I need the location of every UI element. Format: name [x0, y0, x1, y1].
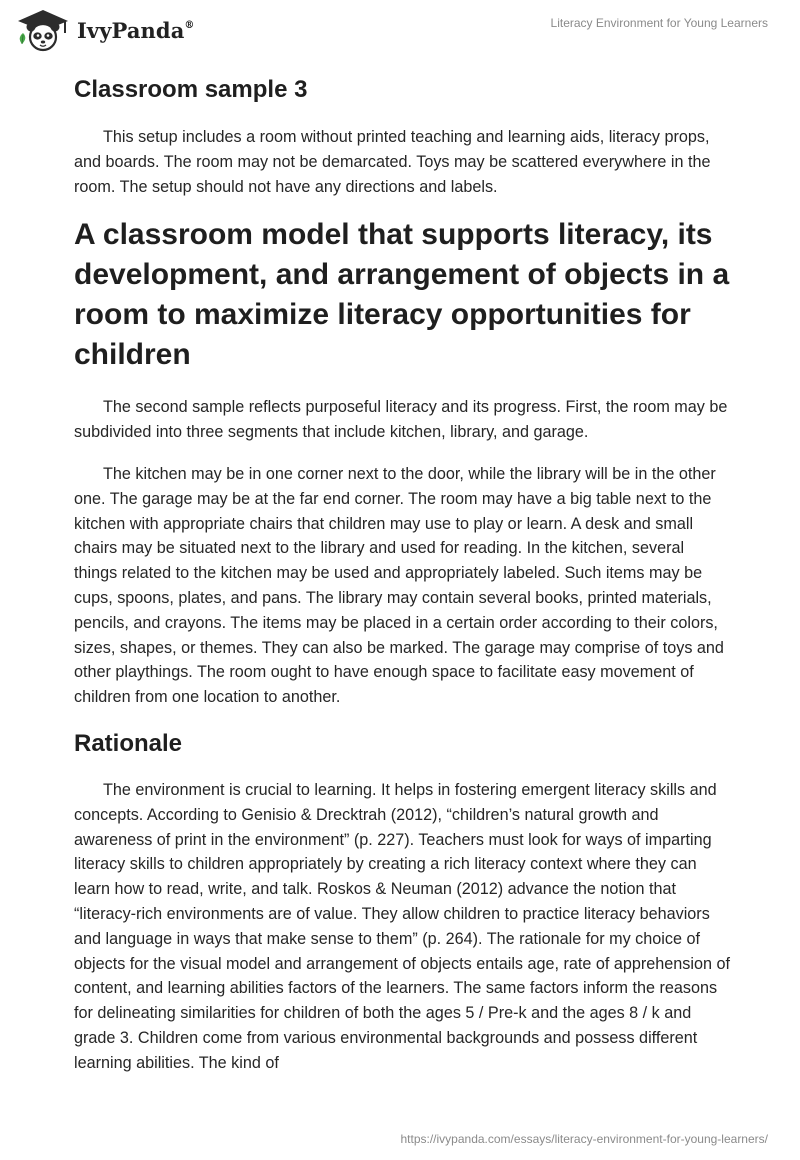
- paragraph-sample-3: This setup includes a room without printed teaching and learning aids, literacy props, and boards. The room may not be demarcated. Toys may be scattered everywhere in the room. The setup should not have any directions and labels.: [74, 128, 711, 196]
- article-body: [74, 72, 730, 1076]
- heading-rationale: Rationale: [74, 729, 183, 757]
- heading-classroom-model: A classroom model that supports literacy, its development, and arrangement of objects in a room to maximize literacy opportunities for children: [74, 218, 730, 372]
- source-url-link[interactable]: https://ivypanda.com/essays/literacy-environment-for-young-learners/: [400, 1132, 768, 1146]
- brand-name: [77, 18, 195, 43]
- heading-classroom-sample-3: Classroom sample 3: [74, 76, 308, 103]
- document-title: Literacy Environment for Young Learners: [550, 16, 768, 30]
- brand-name-text: IvyPanda: [77, 17, 185, 43]
- paragraph-model-2: The kitchen may be in one corner next to the door, while the library will be in the other one. The garage may be at the far end corner. The room may have a big table next to the kitchen with appropriate chairs that children may use to play or learn. A desk and small chairs may be situated next to the library and used for reading. In the kitchen, several things related to the kitchen may be used and appropriately labeled. Such items may be cups, spoons, plates, and pans. The library may contain several books, printed materials, pencils, and crayons. The items may be placed in a certain order according to their colors, sizes, shapes, or themes. They can also be marked. The garage may comprise of toys and other playthings. The room ought to have enough space to facilitate easy movement of children from one location to another.: [74, 464, 724, 707]
- panda-icon: [14, 8, 72, 52]
- paragraph-model-1: The second sample reflects purposeful literacy and its progress. First, the room may be subdivided into three segments that include kitchen, library, and garage.: [74, 398, 728, 442]
- registered-mark: ®: [184, 19, 195, 31]
- page-header: [0, 0, 800, 60]
- brand-logo[interactable]: [14, 8, 195, 52]
- paragraph-rationale: The environment is crucial to learning. It helps in fostering emergent literacy skills and concepts. According to Genisio & Drecktrah (2012), “children’s natural growth and awareness of print in the environment” (p. 227). Teachers must look for ways of imparting literacy skills to children appropriately by creating a rich literacy context where they can learn how to read, write, and talk. Roskos & Neuman (2012) advance the notion that “literacy-rich environments are of value. They allow children to practice literacy behaviors and language in ways that make sense to them” (p. 264). The rationale for my choice of objects for the visual model and arrangement of objects entails age, rate of apprehension of content, and learning abilities factors of the learners. The same factors inform the reasons for delineating similarities for children of both the ages 5 / Pre-k and the ages 8 / k and grade 3. Children come from various environmental backgrounds and possess different learning abilities. The kind of: [74, 780, 730, 1072]
